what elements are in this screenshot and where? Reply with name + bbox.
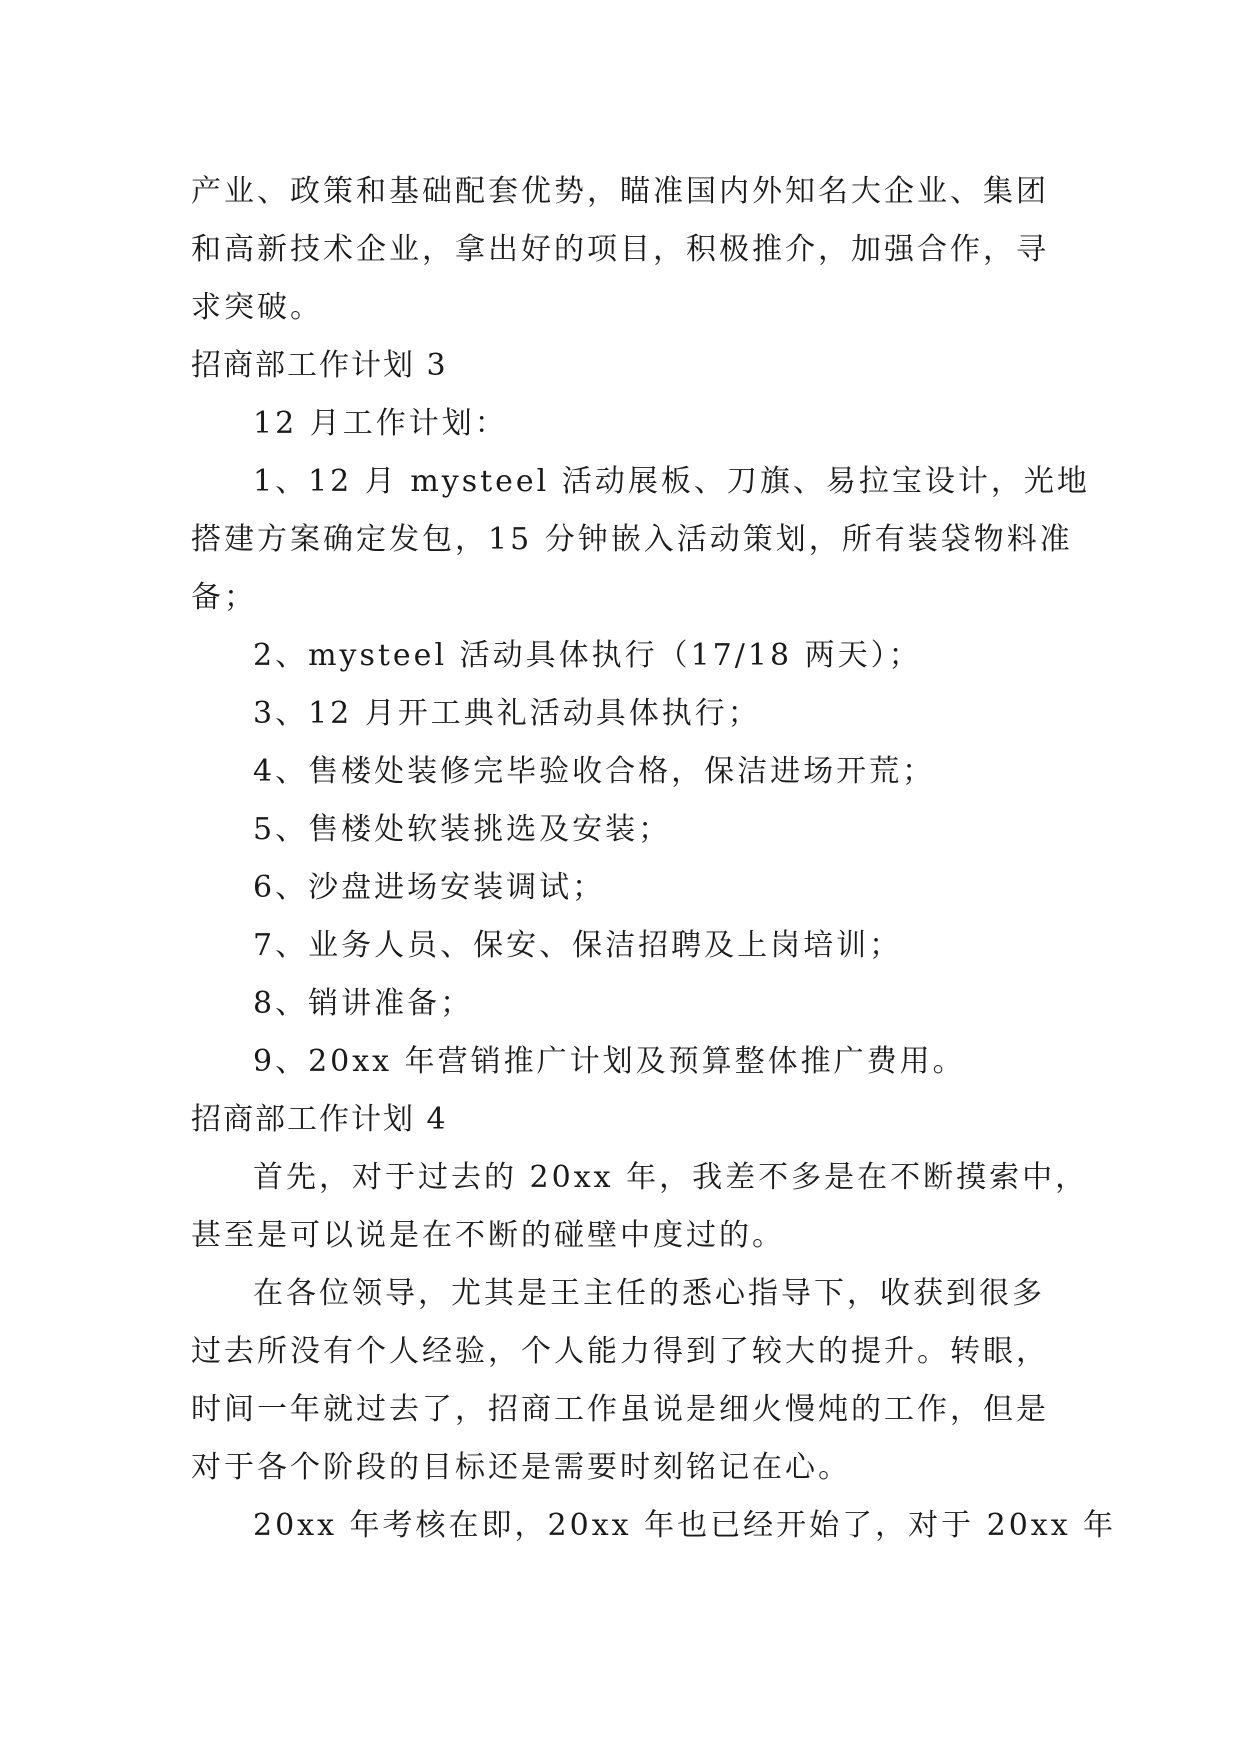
document-body: [191, 163, 1117, 1555]
paragraph-line: 备；: [191, 580, 257, 615]
list-item: 2、mysteel 活动具体执行（17/18 两天）；: [253, 638, 922, 673]
section-heading-3: 招商部工作计划 3: [191, 348, 448, 383]
list-item: 8、销讲准备；: [253, 986, 474, 1021]
list-item: 4、售楼处装修完毕验收合格，保洁进场开荒；: [253, 754, 936, 789]
list-item: 5、售楼处软装挑选及安装；: [253, 812, 672, 847]
paragraph-line: 求突破。: [191, 290, 323, 325]
paragraph-line: 搭建方案确定发包，15 分钟嵌入活动策划，所有装袋物料准: [191, 522, 1073, 557]
paragraph-line: 20xx 年考核在即，20xx 年也已经开始了，对于 20xx 年: [253, 1508, 1117, 1543]
list-item: 7、业务人员、保安、保洁招聘及上岗培训；: [253, 928, 903, 963]
paragraph-line: 和高新技术企业，拿出好的项目，积极推介，加强合作，寻: [191, 232, 1049, 267]
list-item: 3、12 月开工典礼活动具体执行；: [253, 696, 761, 731]
paragraph-line: 首先，对于过去的 20xx 年，我差不多是在不断摸索中，: [253, 1160, 1089, 1195]
list-item: 6、沙盘进场安装调试；: [253, 870, 606, 905]
section-heading-4: 招商部工作计划 4: [191, 1102, 448, 1137]
paragraph-line: 过去所没有个人经验，个人能力得到了较大的提升。转眼，: [191, 1334, 1049, 1369]
list-item: 9、20xx 年营销推广计划及预算整体推广费用。: [253, 1044, 966, 1079]
paragraph-line: 时间一年就过去了，招商工作虽说是细火慢炖的工作，但是: [191, 1392, 1049, 1427]
list-item: 1、12 月 mysteel 活动展板、刀旗、易拉宝设计，光地: [253, 464, 1090, 499]
paragraph-line: 甚至是可以说是在不断的碰壁中度过的。: [191, 1218, 785, 1253]
paragraph-line: 对于各个阶段的目标还是需要时刻铭记在心。: [191, 1450, 851, 1485]
paragraph-line: 12 月工作计划：: [253, 406, 508, 441]
paragraph-line: 产业、政策和基础配套优势，瞄准国内外知名大企业、集团: [191, 174, 1049, 209]
paragraph-line: 在各位领导，尤其是王主任的悉心指导下，收获到很多: [253, 1276, 1045, 1311]
